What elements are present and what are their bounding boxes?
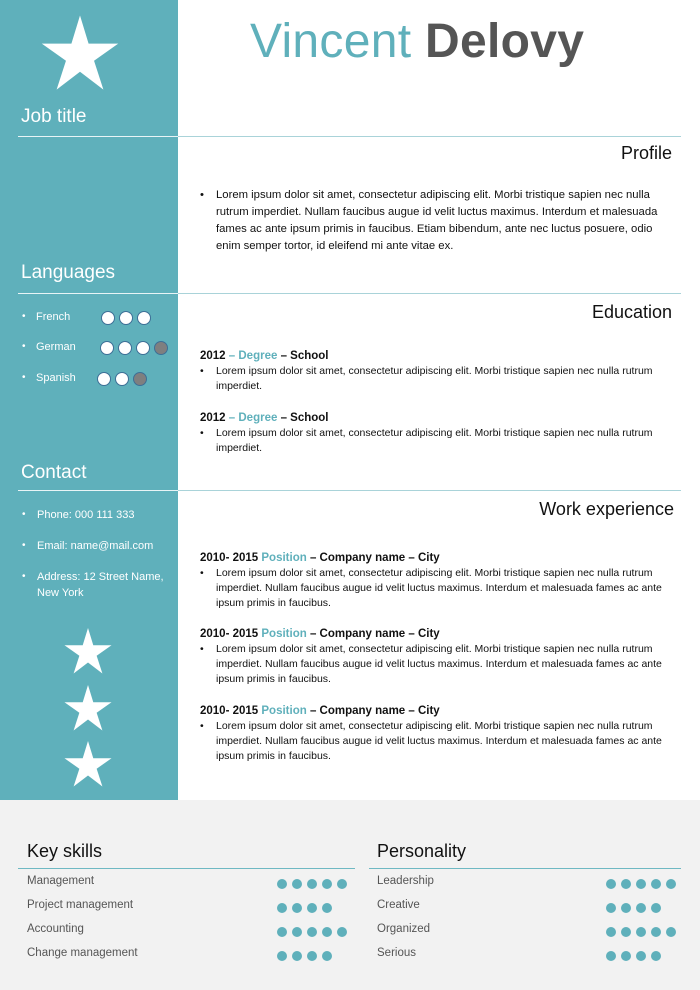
work-description: • Lorem ipsum dolor sit amet, consectetur adipiscing elit. Morbi tristique sapien nec nulla rutrum imperdiet. Nullam faucibus augue id velit luctus maximus. Interdum et malesuada fames ac ante ipsum primis in faucibus.: [200, 719, 670, 764]
work-position: Position: [261, 628, 307, 640]
language-name: Spanish: [36, 372, 76, 384]
skill-item: Change management: [27, 947, 347, 963]
language-item: • Spanish: [22, 372, 178, 388]
divider: [18, 136, 178, 137]
personality-level: [606, 951, 661, 961]
language-level: [97, 372, 147, 386]
work-entry: [200, 627, 670, 687]
work-description: • Lorem ipsum dolor sit amet, consectetur adipiscing elit. Morbi tristique sapien nec nulla rutrum imperdiet. Nullam faucibus augue id velit luctus maximus. Interdum et malesuada fames ac ante ipsum primis in faucibus.: [200, 566, 670, 611]
work-company: – Company name – City: [306, 705, 440, 717]
education-year: 2012: [200, 350, 226, 362]
last-name: Delovy: [424, 15, 585, 68]
personality-item: Organized: [377, 923, 697, 939]
language-level: [100, 341, 168, 355]
personality-title: Personality: [377, 841, 467, 861]
section-title-profile: Profile: [620, 143, 672, 163]
work-position: Position: [261, 705, 307, 717]
divider: [178, 136, 681, 137]
divider: [18, 868, 355, 869]
education-degree: – Degree: [225, 350, 278, 362]
education-description: • Lorem ipsum dolor sit amet, consectetur adipiscing elit. Morbi tristique sapien nec nulla rutrum imperdiet.: [200, 364, 670, 394]
skill-level: [277, 903, 332, 913]
language-name: German: [36, 341, 76, 353]
skill-item: Project management: [27, 899, 347, 915]
divider: [369, 868, 681, 869]
language-level: [101, 311, 151, 325]
language-name: French: [36, 311, 71, 323]
work-years: 2010- 2015: [200, 705, 262, 717]
profile-text: • Lorem ipsum dolor sit amet, consectetur adipiscing elit. Morbi tristique sapien nec nulla rutrum imperdiet. Nullam faucibus augue id velit luctus maximus. Interdum et malesuada fames ac ante ipsum primis in faucibus. Etiam bibendum, ante nec luctus posuere, odio enim semper tortor, id eleifend mi ante vitae ex.: [200, 187, 670, 255]
section-title-work: Work experience: [539, 499, 674, 519]
contact-email: • Email: name@mail.com: [22, 540, 154, 552]
divider: [178, 490, 681, 491]
star-icon: [41, 14, 119, 92]
personality-level: [606, 879, 676, 889]
skill-level: [277, 879, 347, 889]
star-icon: [64, 684, 112, 732]
contact-phone: • Phone: 000 111 333: [22, 509, 135, 521]
work-years: 2010- 2015: [200, 628, 262, 640]
contact-title: Contact: [21, 462, 87, 483]
work-company: – Company name – City: [306, 628, 440, 640]
key-skills-title: Key skills: [27, 841, 103, 861]
education-school: – School: [277, 350, 329, 362]
work-description: • Lorem ipsum dolor sit amet, consectetur adipiscing elit. Morbi tristique sapien nec nulla rutrum imperdiet. Nullam faucibus augue id velit luctus maximus. Interdum et malesuada fames ac ante ipsum primis in faucibus.: [200, 642, 670, 687]
first-name: Vincent: [250, 15, 412, 68]
candidate-name: [250, 14, 584, 69]
language-item: • French: [22, 311, 178, 327]
education-description: • Lorem ipsum dolor sit amet, consectetur adipiscing elit. Morbi tristique sapien nec nulla rutrum imperdiet.: [200, 426, 670, 456]
divider: [18, 293, 178, 294]
work-entry: [200, 551, 670, 611]
education-year: 2012: [200, 412, 226, 424]
personality-item: Creative: [377, 899, 697, 915]
work-position: Position: [261, 552, 307, 564]
work-entry: [200, 704, 670, 764]
star-icon: [64, 740, 112, 788]
education-entry: [200, 349, 670, 394]
skill-level: [277, 927, 347, 937]
star-icon: [64, 627, 112, 675]
languages-title: Languages: [21, 262, 116, 283]
education-entry: [200, 411, 670, 456]
personality-item: Leadership: [377, 875, 697, 891]
personality-level: [606, 903, 661, 913]
divider: [18, 490, 178, 491]
personality-level: [606, 927, 676, 937]
skill-item: Management: [27, 875, 347, 891]
section-title-education: Education: [591, 302, 672, 322]
contact-address: • Address: 12 Street Name, New York: [22, 571, 164, 599]
work-years: 2010- 2015: [200, 552, 262, 564]
divider: [178, 293, 681, 294]
education-school: – School: [277, 412, 329, 424]
education-degree: – Degree: [225, 412, 278, 424]
work-company: – Company name – City: [306, 552, 440, 564]
skill-level: [277, 951, 332, 961]
job-title: Job title: [21, 106, 87, 127]
skill-item: Accounting: [27, 923, 347, 939]
language-item: • German: [22, 341, 178, 357]
personality-item: Serious: [377, 947, 697, 963]
